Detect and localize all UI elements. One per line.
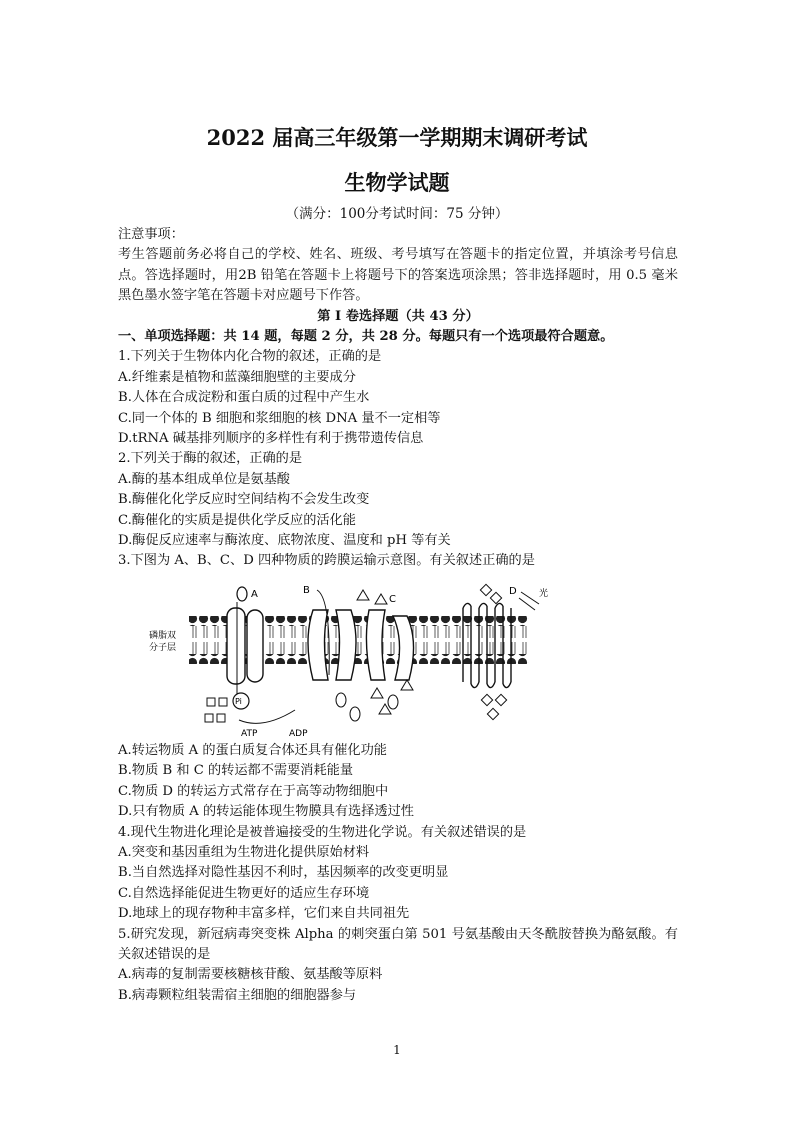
bilayer-label-2: 分子层 bbox=[149, 643, 177, 653]
substance-a-square bbox=[207, 698, 215, 706]
question-option: A.纤维素是植物和蓝藻细胞壁的主要成分 bbox=[118, 369, 356, 385]
section-instruction: 一、单项选择题：共 14 题，每题 2 分，共 28 分。每题只有一个选项最符合题意。 bbox=[118, 329, 614, 344]
question-stem: 5.研究发现，新冠病毒突变株 Alpha 的刺突蛋白第 501 号氨基酸由天冬酰胺替换为酪氨酸。有关叙述错误的是 bbox=[118, 926, 678, 962]
substance-c-triangle bbox=[401, 680, 413, 690]
question-option: B.病毒颗粒组装需宿主细胞的细胞器参与 bbox=[118, 987, 357, 1003]
notice-text: 考生答题前务必将自己的学校、姓名、班级、考号填写在答题卡的指定位置，并填涂考号信息点。答选择题时，用2B 铅笔在答题卡上将题号下的答案选项涂黑；答非选择题时，用 0.5 毫米黑色墨水签字笔在答题卡对应题号下作答。 bbox=[118, 247, 678, 304]
question-option: A.病毒的复制需要核糖核苷酸、氨基酸等原料 bbox=[118, 967, 383, 983]
label-pi: Pi bbox=[235, 697, 242, 706]
label-d: D bbox=[509, 586, 517, 597]
atp-pump-protein bbox=[227, 608, 263, 684]
question-option: A.转运物质 A 的蛋白质复合体还具有催化功能 bbox=[118, 743, 387, 758]
question-option: A.突变和基因重组为生物进化提供原始材料 bbox=[118, 844, 370, 860]
substance-d-diamond bbox=[495, 694, 506, 705]
question-option: B.当自然选择对隐性基因不利时，基因频率的改变更明显 bbox=[118, 865, 449, 881]
page-number: 1 bbox=[393, 1043, 401, 1057]
question-option: C.物质 D 的转运方式常存在于高等动物细胞中 bbox=[118, 783, 389, 799]
substance-d-diamond bbox=[487, 708, 498, 719]
question-option: B.物质 B 和 C 的转运都不需要消耗能量 bbox=[118, 763, 354, 779]
label-c: C bbox=[389, 594, 396, 605]
substance-d-diamond bbox=[480, 584, 491, 595]
membrane-diagram bbox=[143, 580, 563, 740]
question-option: D.tRNA 碱基排列顺序的多样性有利于携带遗传信息 bbox=[118, 430, 424, 446]
substance-b-oval bbox=[336, 693, 346, 707]
substance-b-oval bbox=[388, 695, 398, 709]
exam-meta: （满分：100分考试时间：75 分钟） bbox=[285, 206, 509, 222]
question-option: D.地球上的现存物种丰富多样，它们来自共同祖先 bbox=[118, 906, 410, 922]
light-ray bbox=[521, 592, 539, 604]
subject-title: 生物学试题 bbox=[344, 170, 450, 195]
question-option: B.酶催化化学反应时空间结构不会发生改变 bbox=[118, 492, 370, 508]
question-stem: 2.下列关于酶的叙述，正确的是 bbox=[118, 451, 303, 467]
substance-a-square bbox=[217, 714, 225, 722]
substance-d-diamond bbox=[481, 694, 492, 705]
substance-d-diamond bbox=[490, 592, 501, 603]
substance-a-square bbox=[219, 698, 227, 706]
label-atp: ATP bbox=[241, 729, 258, 739]
question-option: D.酶促反应速率与酶浓度、底物浓度、温度和 pH 等有关 bbox=[118, 532, 451, 548]
substance-c-triangle bbox=[371, 688, 383, 698]
substance-a-mark bbox=[237, 587, 247, 601]
question-option: D.只有物质 A 的转运能体现生物膜具有选择透过性 bbox=[118, 804, 414, 820]
notice-heading: 注意事项： bbox=[118, 227, 184, 242]
question-option: C.自然选择能促进生物更好的适应生存环境 bbox=[118, 885, 370, 901]
label-a: A bbox=[251, 589, 258, 600]
question-stem: 3.下图为 A、B、C、D 四种物质的跨膜运输示意图。有关叙述正确的是 bbox=[118, 553, 535, 569]
section-title: 第 I 卷选择题（共 43 分） bbox=[317, 308, 479, 324]
substance-c-triangle bbox=[357, 590, 369, 600]
question-option: C.同一个体的 B 细胞和浆细胞的核 DNA 量不一定相等 bbox=[118, 410, 441, 426]
substance-a-square bbox=[205, 714, 213, 722]
question-stem: 4.现代生物进化理论是被普遍接受的生物进化学说。有关叙述错误的是 bbox=[118, 824, 527, 840]
question-option: C.酶催化的实质是提供化学反应的活化能 bbox=[118, 512, 356, 528]
exam-body-upper bbox=[118, 225, 678, 572]
exam-body-lower bbox=[118, 741, 678, 1006]
label-adp: ADP bbox=[289, 729, 308, 739]
label-b: B bbox=[303, 585, 310, 596]
question-option: A.酶的基本组成单位是氨基酸 bbox=[118, 471, 290, 487]
question-stem: 1.下列关于生物体内化合物的叙述，正确的是 bbox=[118, 349, 382, 365]
bilayer-label-1: 磷脂双 bbox=[149, 631, 177, 641]
substance-b-oval bbox=[350, 707, 360, 721]
label-light: 光 bbox=[539, 589, 549, 599]
substance-c-triangle bbox=[375, 594, 387, 604]
question-option: B.人体在合成淀粉和蛋白质的过程中产生水 bbox=[118, 390, 370, 406]
atp-adp-arrow bbox=[239, 710, 295, 723]
membrane-transport-figure bbox=[143, 580, 563, 740]
exam-title: 2022 届高三年级第一学期期末调研考试 bbox=[206, 125, 588, 150]
